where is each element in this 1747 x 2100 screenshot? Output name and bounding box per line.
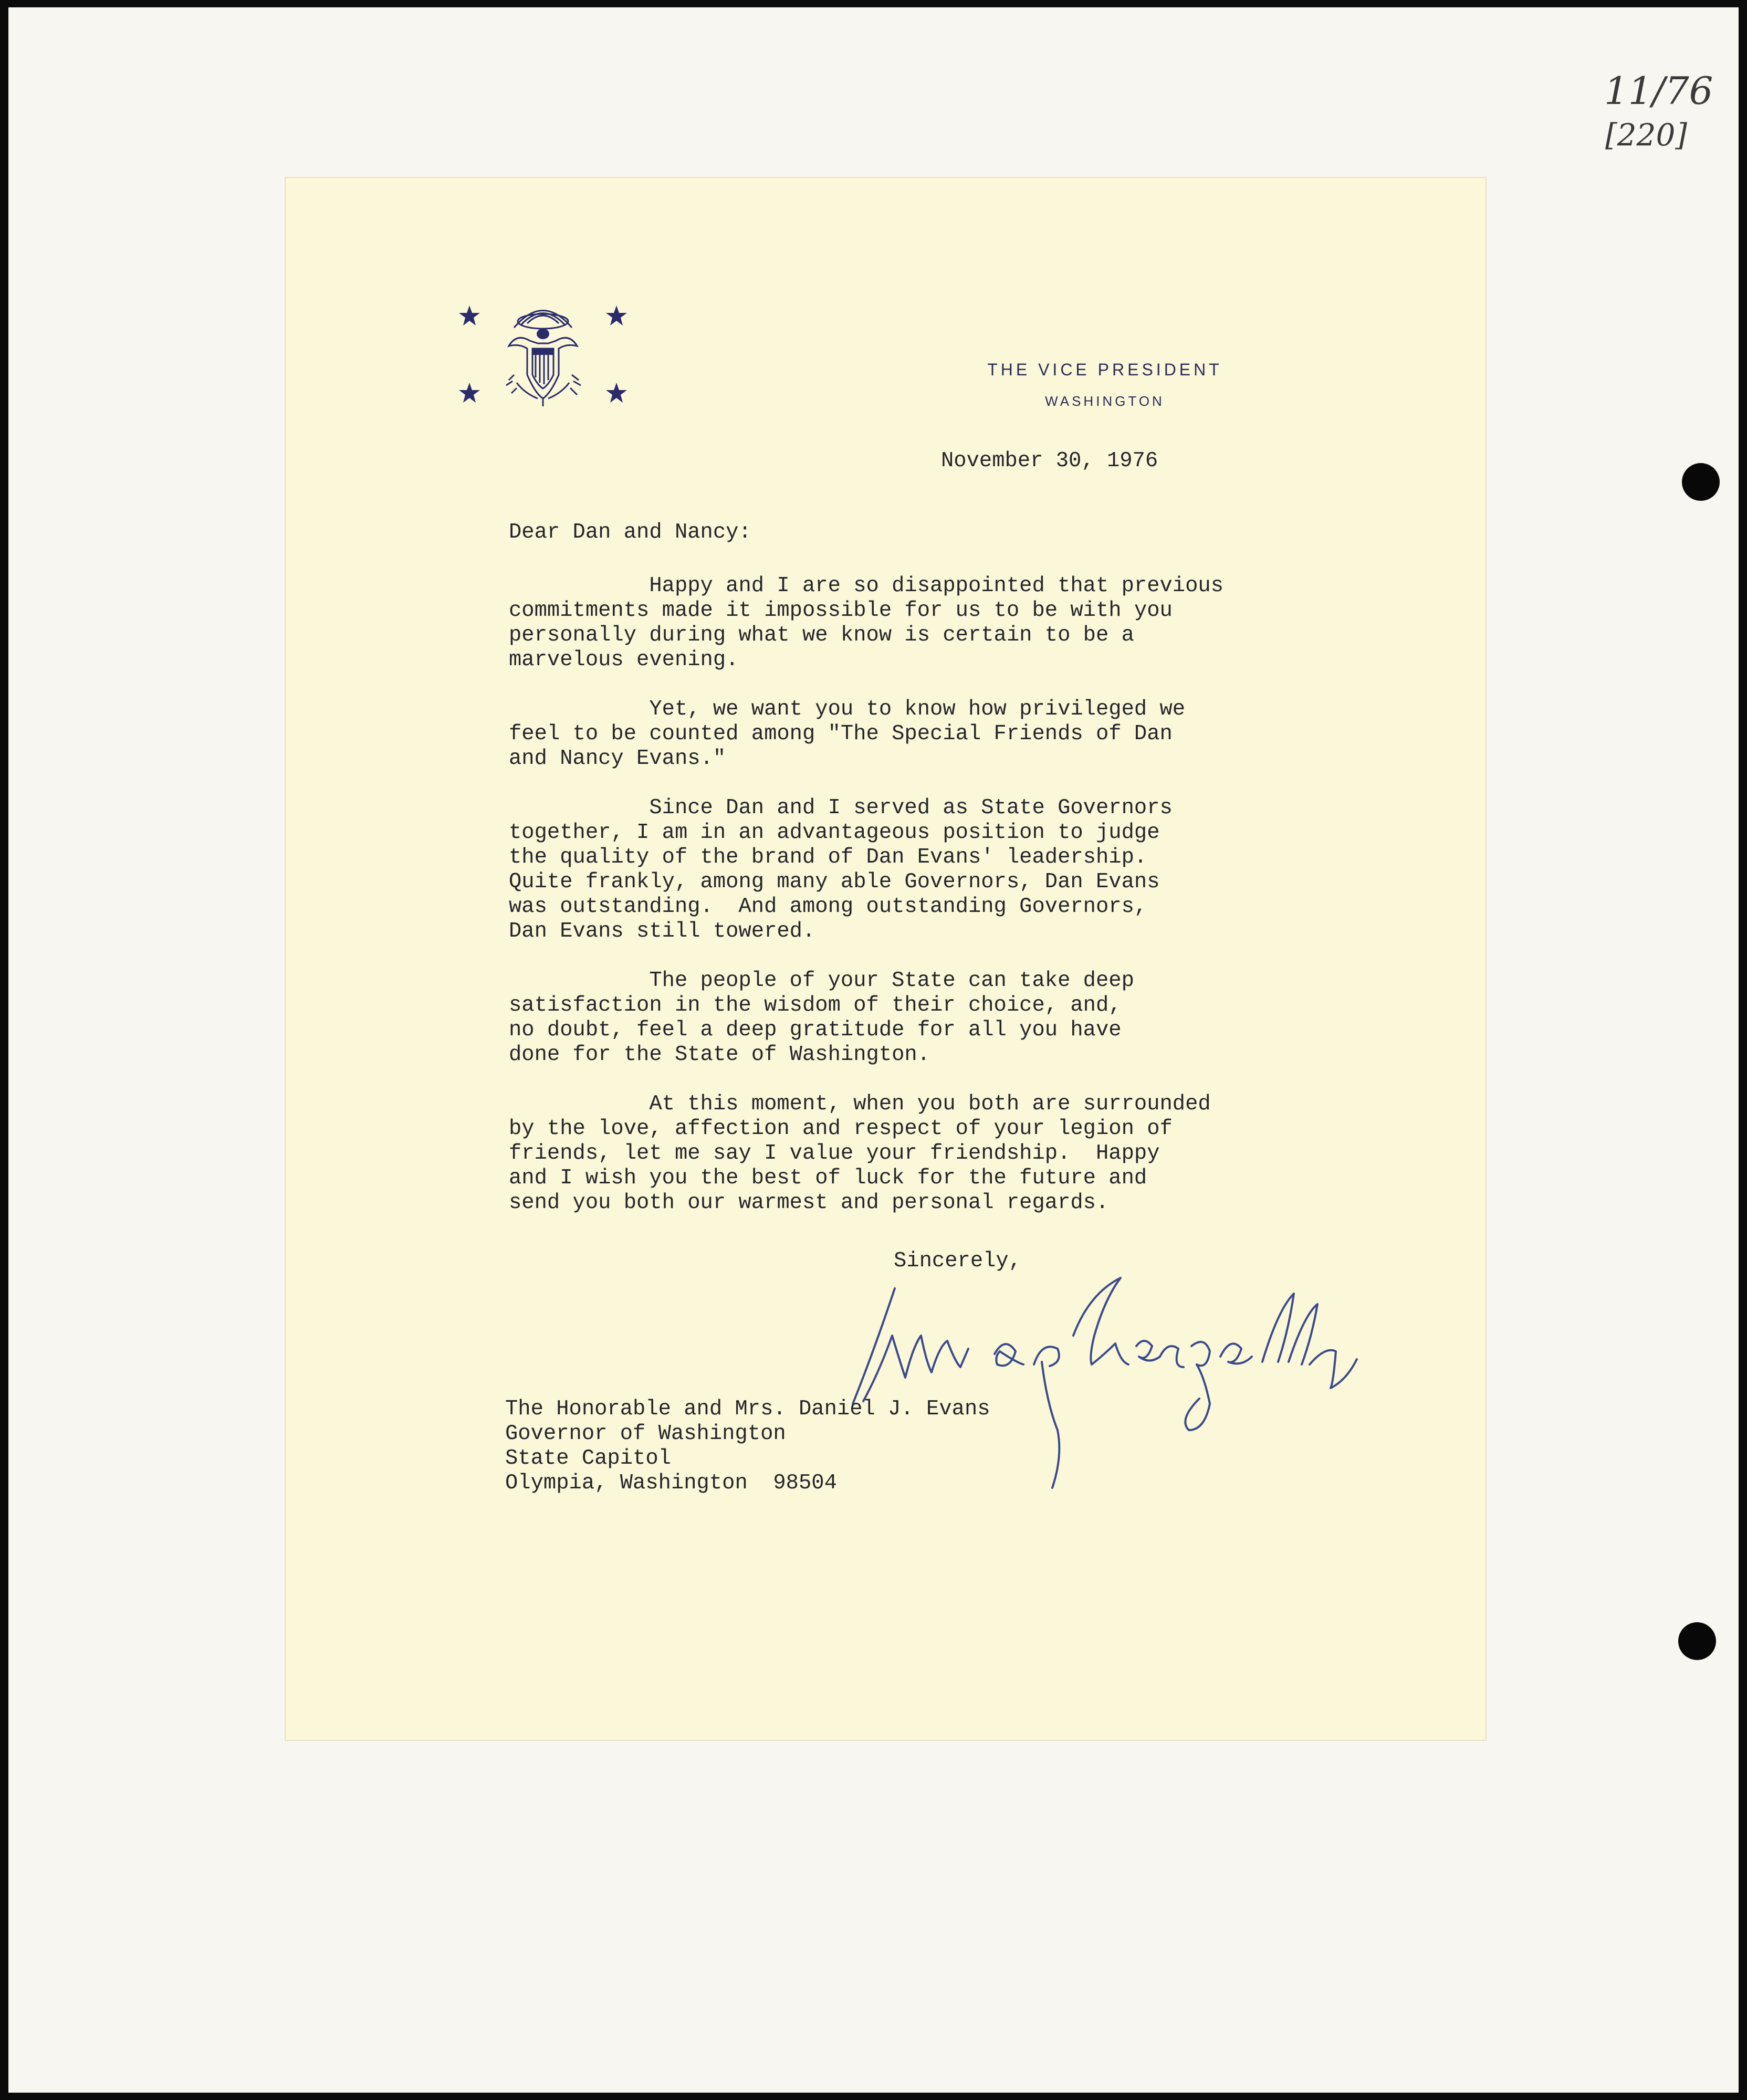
punch-hole [1682,463,1720,501]
star-icon [459,383,480,403]
letter-sheet [286,178,1486,1740]
letterhead-city: WASHINGTON [1045,393,1165,409]
star-icon [606,383,627,403]
recipient-address: The Honorable and Mrs. Daniel J. Evans Governor of Washington State Capitol Olympia, Washington 98504 [505,1397,990,1495]
punch-hole [1678,1622,1716,1660]
star-icon [459,306,480,326]
closing: Sincerely, [894,1249,1022,1273]
star-icon [606,306,627,326]
vice-presidential-seal-icon [459,296,632,417]
letter-body: Happy and I are so disappointed that previous commitments made it impossible for us to be with you personally during what we know is certain to be a marvelous evening. Yet, we want you to know how privileged we feel to be counted among "The Special Friends of Dan and Nancy Evans." Since Dan and I served as State Governors together, I am in an advantageous position to judge the quality of the brand of Dan Evans' leadership. Quite frankly, among many able Governors, Dan Evans was outstanding. And among outstanding Governors, Dan Evans still towered. The people of your State can take deep satisfaction in the wisdom of their choice, and, no doubt, feel a deep gratitude for all you have done for the State of Washington. At this moment, when you both are surrounded by the love, affection and respect of your legion of friends, let me say I value your friendship. Happy and I wish you the best of luck for the future and send you both our warmest and personal regards. [509,574,1224,1215]
letterhead [934,360,1275,410]
archive-number-mark: [220] [1605,117,1687,153]
salutation: Dear Dan and Nancy: [509,520,751,544]
mount-board [8,7,1739,2093]
letter-date: November 30, 1976 [941,449,1158,473]
handwritten-signature [842,1257,1367,1493]
archive-handwritten-note [1604,69,1713,153]
letterhead-office: THE VICE PRESIDENT [987,360,1222,379]
archive-date-mark: 11/76 [1604,69,1713,113]
